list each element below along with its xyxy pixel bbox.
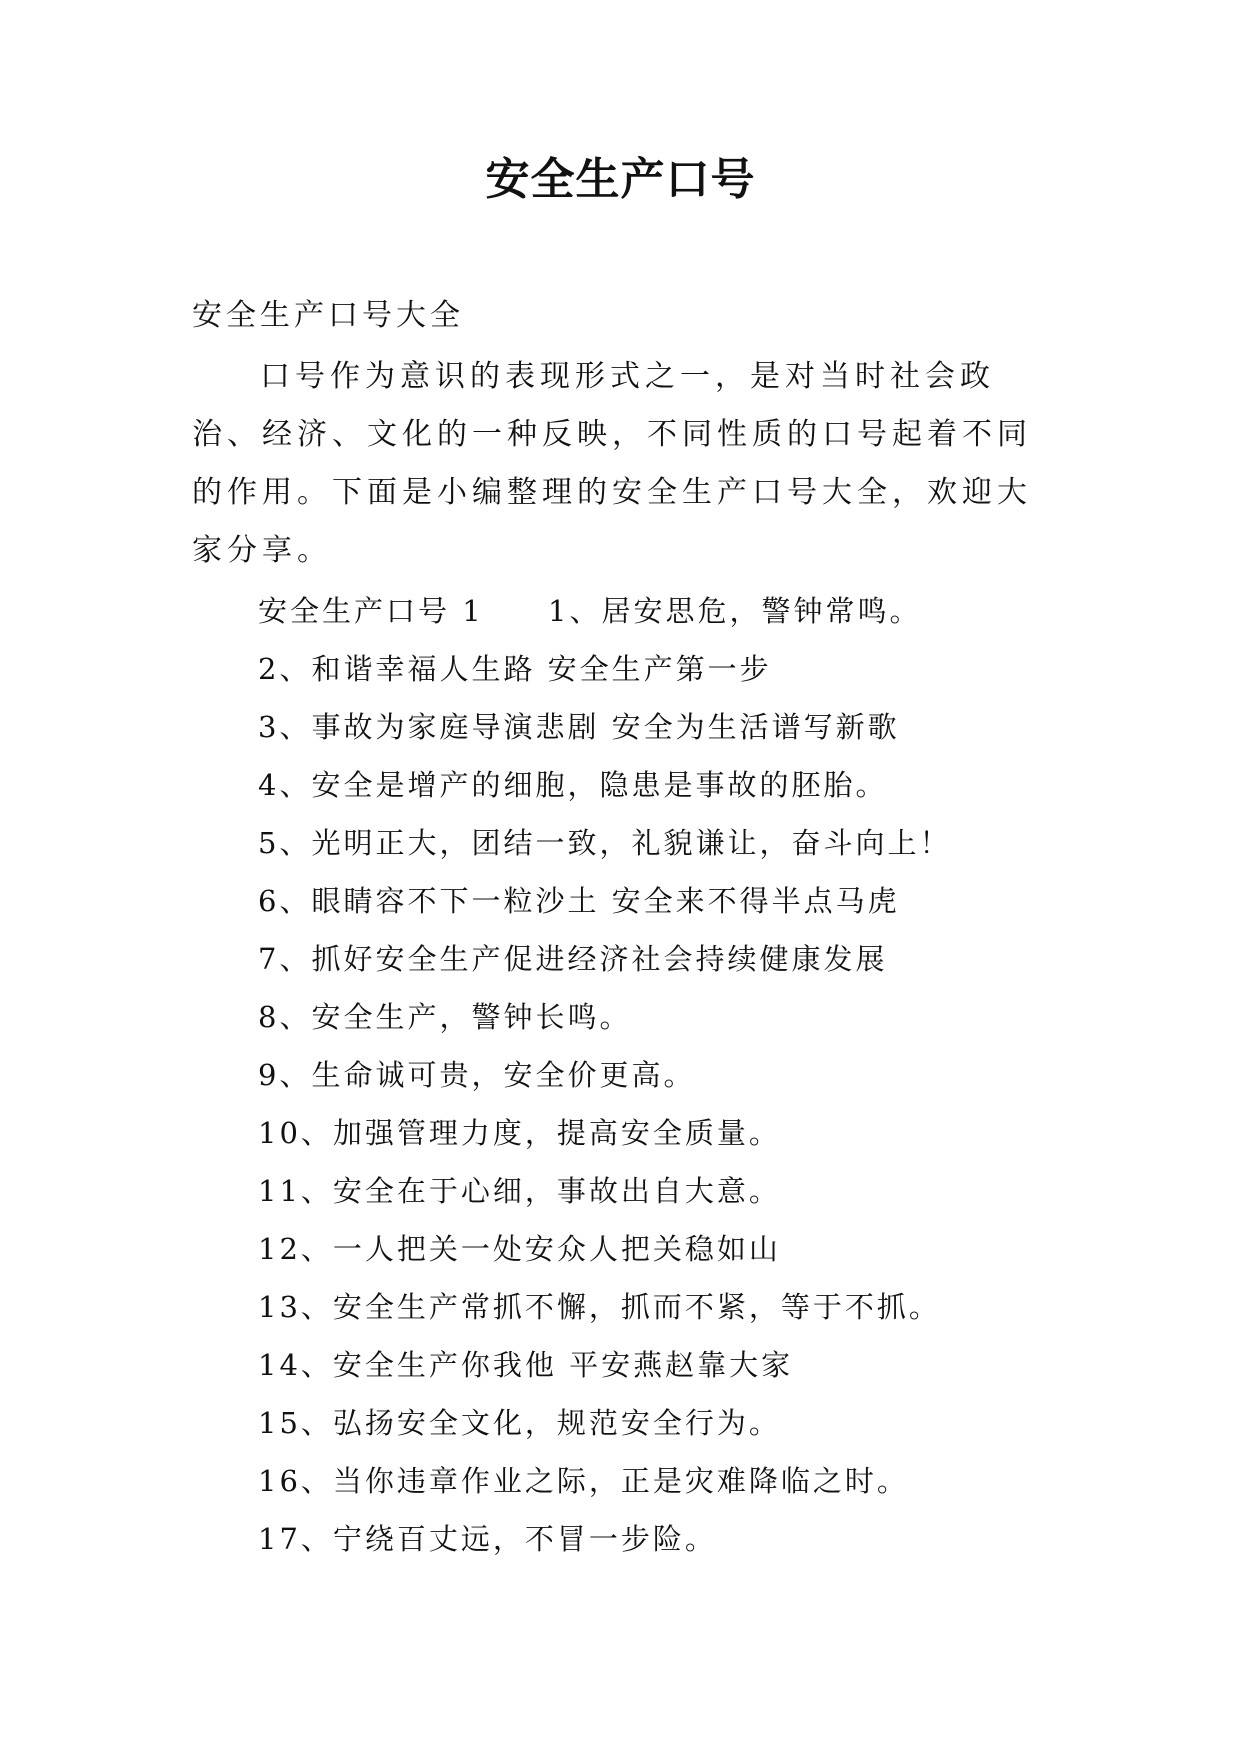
slogan-text: 14、安全生产你我他 平安燕赵靠大家: [258, 1348, 794, 1382]
list-item: [258, 1394, 951, 1452]
list-item: [258, 930, 951, 988]
slogan-list: [258, 582, 951, 1568]
list-item: [258, 1452, 951, 1510]
list-item: [258, 640, 951, 698]
list-item: [258, 1336, 951, 1394]
slogan-text: 13、安全生产常抓不懈，抓而不紧，等于不抓。: [258, 1290, 941, 1324]
section-label: 安全生产口号 1: [258, 594, 484, 628]
slogan-text: 12、一人把关一处安众人把关稳如山: [258, 1232, 781, 1266]
slogan-text: 17、宁绕百丈远，不冒一步险。: [258, 1522, 717, 1556]
slogan-text: 5、光明正大，团结一致，礼貌谦让，奋斗向上！: [258, 826, 952, 860]
intro-paragraph: 口号作为意识的表现形式之一，是对当时社会政治、经济、文化的一种反映，不同性质的口号起着不同的作用。下面是小编整理的安全生产口号大全，欢迎大家分享。: [192, 359, 1032, 568]
document-title: 安全生产口号: [485, 154, 756, 205]
slogan-text: 1、居安思危，警钟常鸣。: [548, 594, 922, 628]
list-item: [258, 1162, 951, 1220]
list-item: [258, 1104, 951, 1162]
slogan-text: 2、和谐幸福人生路 安全生产第一步: [258, 652, 772, 686]
list-item: [258, 872, 951, 930]
list-item: [258, 1220, 951, 1278]
slogan-text: 8、安全生产，警钟长鸣。: [258, 1000, 632, 1034]
document-subtitle: 安全生产口号大全: [192, 298, 464, 333]
slogan-text: 15、弘扬安全文化，规范安全行为。: [258, 1406, 781, 1440]
slogan-text: 4、安全是增产的细胞，隐患是事故的胚胎。: [258, 768, 888, 802]
slogan-text: 3、事故为家庭导演悲剧 安全为生活谱写新歌: [258, 710, 900, 744]
list-item: [258, 1510, 951, 1568]
slogan-text: 7、抓好安全生产促进经济社会持续健康发展: [258, 942, 888, 976]
list-item: [258, 1278, 951, 1336]
slogan-text: 9、生命诚可贵，安全价更高。: [258, 1058, 696, 1092]
list-item: [258, 814, 951, 872]
slogan-text: 6、眼睛容不下一粒沙土 安全来不得半点马虎: [258, 884, 900, 918]
list-item: [258, 988, 951, 1046]
list-item: [258, 698, 951, 756]
list-item: [258, 582, 951, 640]
slogan-text: 11、安全在于心细，事故出自大意。: [258, 1174, 781, 1208]
list-item: [258, 1046, 951, 1104]
list-item: [258, 756, 951, 814]
slogan-text: 16、当你违章作业之际，正是灾难降临之时。: [258, 1464, 909, 1498]
slogan-text: 10、加强管理力度，提高安全质量。: [258, 1116, 781, 1150]
